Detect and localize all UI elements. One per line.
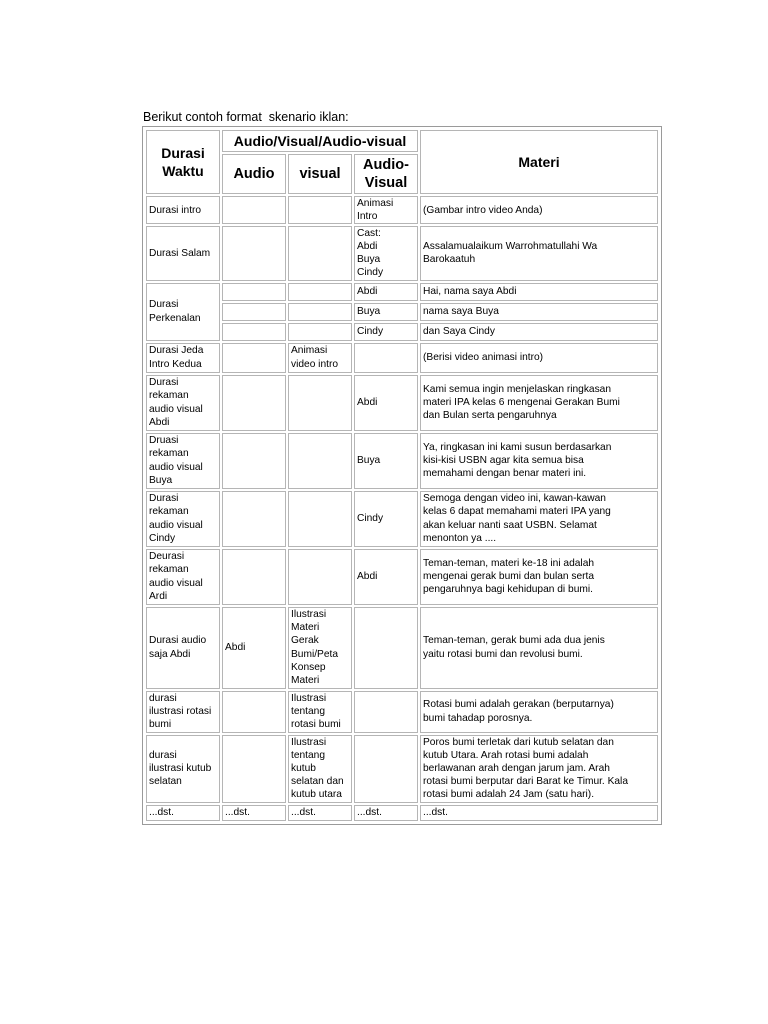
table-row (146, 343, 658, 373)
audio-cell (222, 343, 286, 373)
audio-cell (222, 375, 286, 431)
header-audio-visual-group (222, 130, 418, 152)
visual-cell (288, 691, 352, 733)
materi-cell-text: Semoga dengan video ini, kawan-kawan kelas 6 dapat memahami materi IPA yang akan keluar nanti saat USBN. Selamat menonton ya .... (423, 493, 611, 544)
audio-visual-cell-text: Buya (357, 306, 381, 318)
audio-visual-cell-text: ...dst. (357, 807, 382, 819)
audio-cell (222, 735, 286, 803)
materi-cell-text: Kami semua ingin menjelaskan ringkasan materi IPA kelas 6 mengenai Gerakan Bumi dan Bulan serta pengaruhnya (423, 383, 620, 422)
materi-cell (420, 303, 658, 321)
audio-cell (222, 196, 286, 224)
materi-cell (420, 283, 658, 301)
materi-cell (420, 805, 658, 821)
audio-visual-cell-text: Abdi (357, 397, 378, 409)
materi-cell (420, 343, 658, 373)
materi-cell-text: dan Saya Cindy (423, 326, 495, 338)
audio-cell (222, 805, 286, 821)
audio-visual-cell (354, 196, 418, 224)
table-row (146, 283, 658, 301)
table-row (146, 433, 658, 489)
materi-cell (420, 549, 658, 605)
visual-cell (288, 549, 352, 605)
durasi-cell-text: Deurasi rekaman audio visual Ardi (149, 551, 203, 602)
audio-visual-cell (354, 607, 418, 689)
visual-cell-text: Ilustrasi tentang rotasi bumi (291, 692, 341, 731)
audio-visual-cell-text: Cast: Abdi Buya Cindy (357, 228, 384, 279)
visual-cell (288, 375, 352, 431)
audio-visual-cell (354, 323, 418, 341)
durasi-cell (146, 491, 220, 547)
materi-cell-text: Rotasi bumi adalah gerakan (berputarnya) bumi tahadap porosnya. (423, 699, 614, 724)
audio-visual-cell (354, 691, 418, 733)
durasi-cell-text: Durasi audio saja Abdi (149, 635, 207, 660)
table-body (146, 196, 658, 821)
durasi-cell (146, 196, 220, 224)
table-row (146, 491, 658, 547)
audio-cell (222, 303, 286, 321)
materi-cell-text: ...dst. (423, 807, 448, 819)
audio-cell (222, 549, 286, 605)
materi-cell-text: (Gambar intro video Anda) (423, 204, 543, 216)
materi-cell (420, 735, 658, 803)
visual-cell (288, 303, 352, 321)
audio-visual-cell-text: Buya (357, 455, 381, 467)
table-row (146, 303, 658, 321)
audio-visual-cell (354, 735, 418, 803)
durasi-cell-text: Druasi rekaman audio visual Buya (149, 435, 203, 486)
durasi-cell (146, 549, 220, 605)
audio-visual-cell (354, 226, 418, 280)
audio-visual-cell-text: Cindy (357, 326, 384, 338)
materi-cell-text: Assalamualaikum Warrohmatullahi Wa Barokaatuh (423, 241, 598, 266)
table-row (146, 226, 658, 280)
materi-cell (420, 491, 658, 547)
durasi-cell-text: Durasi intro (149, 204, 202, 216)
materi-cell-text: Teman-teman, materi ke-18 ini adalah mengenai gerak bumi dan bulan serta pengaruhnya bagi kehidupan di bumi. (423, 557, 595, 596)
header-materi-label: Materi (518, 154, 560, 170)
durasi-cell (146, 343, 220, 373)
materi-cell (420, 323, 658, 341)
visual-cell (288, 735, 352, 803)
audio-visual-cell-text: Abdi (357, 286, 378, 298)
audio-visual-cell-text: Cindy (357, 513, 384, 525)
audio-cell (222, 491, 286, 547)
materi-cell (420, 433, 658, 489)
visual-cell (288, 283, 352, 301)
table-row (146, 549, 658, 605)
durasi-cell (146, 283, 220, 341)
visual-cell (288, 491, 352, 547)
table-row (146, 805, 658, 821)
visual-cell-text: ...dst. (291, 807, 316, 819)
scenario-table (144, 128, 660, 823)
visual-cell (288, 196, 352, 224)
audio-visual-cell-text: Animasi Intro (357, 198, 394, 223)
visual-cell-text: Ilustrasi tentang kutub selatan dan kutub utara (291, 736, 344, 801)
visual-cell (288, 323, 352, 341)
audio-visual-cell (354, 303, 418, 321)
intro-text: Berikut contoh format skenario iklan: (143, 110, 349, 124)
durasi-cell (146, 433, 220, 489)
visual-cell (288, 226, 352, 280)
header-audio-label: Audio (233, 166, 275, 182)
audio-cell (222, 283, 286, 301)
audio-visual-cell (354, 491, 418, 547)
scenario-table-frame (142, 126, 662, 825)
materi-cell (420, 691, 658, 733)
audio-cell-text: Abdi (225, 642, 246, 654)
durasi-cell-text: Durasi Jeda Intro Kedua (149, 345, 204, 370)
audio-visual-cell (354, 283, 418, 301)
table-row (146, 607, 658, 689)
header-audio-visual-label: Audio- Visual (363, 157, 409, 191)
header-durasi-waktu-label: Durasi Waktu (161, 145, 205, 179)
table-row (146, 735, 658, 803)
table-row (146, 375, 658, 431)
materi-cell-text: Ya, ringkasan ini kami susun berdasarkan kisi-kisi USBN agar kita semua bisa memahami dengan benar materi ini. (423, 441, 612, 480)
durasi-cell-text: ...dst. (149, 807, 174, 819)
table-row (146, 323, 658, 341)
durasi-cell-text: Durasi Perkenalan (149, 299, 201, 324)
audio-cell (222, 226, 286, 280)
audio-visual-cell (354, 433, 418, 489)
audio-cell-text: ...dst. (225, 807, 250, 819)
durasi-cell (146, 375, 220, 431)
audio-visual-cell (354, 549, 418, 605)
durasi-cell-text: durasi ilustrasi kutub selatan (149, 749, 212, 788)
audio-visual-cell (354, 343, 418, 373)
audio-cell (222, 323, 286, 341)
visual-cell (288, 805, 352, 821)
header-visual-label: visual (299, 166, 341, 182)
durasi-cell (146, 735, 220, 803)
audio-cell (222, 691, 286, 733)
durasi-cell (146, 607, 220, 689)
materi-cell (420, 226, 658, 280)
visual-cell-text: Animasi video intro (291, 345, 339, 370)
materi-cell-text: Hai, nama saya Abdi (423, 286, 517, 298)
visual-cell (288, 607, 352, 689)
header-audio (222, 154, 286, 194)
header-materi (420, 130, 658, 194)
table-row (146, 196, 658, 224)
header-visual (288, 154, 352, 194)
durasi-cell-text: Durasi Salam (149, 247, 211, 259)
audio-cell (222, 607, 286, 689)
table-row (146, 691, 658, 733)
audio-visual-cell (354, 375, 418, 431)
audio-visual-cell (354, 805, 418, 821)
header-audio-visual (354, 154, 418, 194)
audio-cell (222, 433, 286, 489)
visual-cell (288, 343, 352, 373)
durasi-cell (146, 226, 220, 280)
materi-cell (420, 375, 658, 431)
durasi-cell-text: Durasi rekaman audio visual Cindy (149, 493, 203, 544)
header-row (146, 130, 658, 152)
visual-cell (288, 433, 352, 489)
materi-cell (420, 196, 658, 224)
materi-cell-text: (Berisi video animasi intro) (423, 352, 544, 364)
durasi-cell-text: Durasi rekaman audio visual Abdi (149, 377, 203, 428)
header-audio-visual-group-label: Audio/Visual/Audio-visual (233, 133, 407, 149)
durasi-cell-text: durasi ilustrasi rotasi bumi (149, 692, 212, 731)
materi-cell (420, 607, 658, 689)
materi-cell-text: Teman-teman, gerak bumi ada dua jenis yaitu rotasi bumi dan revolusi bumi. (423, 635, 605, 660)
durasi-cell (146, 691, 220, 733)
audio-visual-cell-text: Abdi (357, 571, 378, 583)
materi-cell-text: Poros bumi terletak dari kutub selatan dan kutub Utara. Arah rotasi bumi adalah berlawanan arah dengan jarum jam. Arah rotasi bumi berputar dari Barat ke Timur. Kala rotasi bumi adalah 24 Jam (satu hari). (423, 736, 628, 801)
visual-cell-text: Ilustrasi Materi Gerak Bumi/Peta Konsep Materi (291, 609, 338, 686)
durasi-cell (146, 805, 220, 821)
materi-cell-text: nama saya Buya (423, 306, 499, 318)
header-durasi-waktu (146, 130, 220, 194)
